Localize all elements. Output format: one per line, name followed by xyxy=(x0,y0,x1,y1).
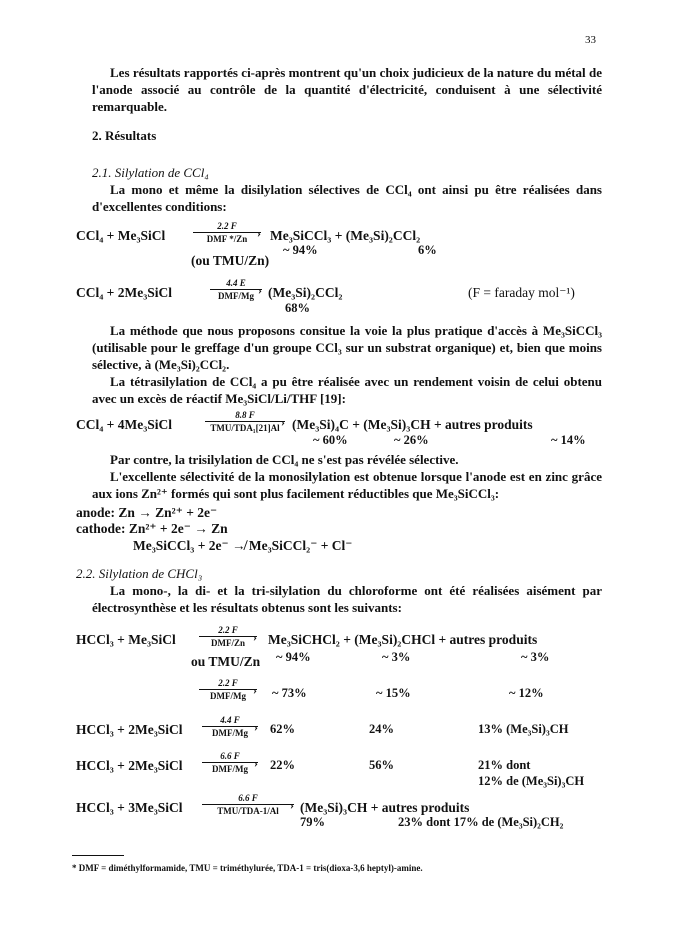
arrow-condition-top: 8.8 F xyxy=(205,410,285,422)
arrow-condition-bottom: DMF/Mg xyxy=(212,728,248,738)
yield: 24% xyxy=(369,722,394,736)
arrowhead-icon: › xyxy=(290,798,294,812)
cathode-reaction-2: Me₃SiCCl₃ + 2e⁻ ↛ Me₃SiCCl₂⁻ + Cl⁻ xyxy=(133,538,353,553)
arrow-condition-top: 4.4 E xyxy=(210,278,262,290)
equation-lhs: CCl₄ + 2Me₃SiCl xyxy=(76,285,173,300)
paragraph-ccl4-intro: La mono et même la disilylation sélectives de CCl₄ ont ainsi pu être réalisées dans d'excellentes conditions: xyxy=(92,182,602,214)
equation-rhs: (Me₃Si)₄C + (Me₃Si)₃CH + autres produits xyxy=(292,417,533,432)
page-number: 33 xyxy=(585,34,596,46)
yield: ~ 94% xyxy=(283,243,318,257)
yield: 23% dont 17% de (Me₃Si)₂CH₂ xyxy=(398,815,564,829)
arrowhead-icon: › xyxy=(253,683,257,697)
arrow-condition-bottom: DMF */Zn xyxy=(206,234,248,244)
yield: 13% (Me₃Si)₃CH xyxy=(478,722,569,736)
arrow-condition-top: 2.2 F xyxy=(193,221,261,233)
arrowhead-icon: › xyxy=(254,720,258,734)
arrowhead-icon: › xyxy=(257,226,261,240)
yield: ~ 14% xyxy=(551,433,586,447)
arrow-condition-bottom: DMF/Mg xyxy=(212,764,248,774)
subsection-title-chcl3: 2.2. Silylation de CHCl₃ xyxy=(76,566,203,581)
intro-paragraph: Les résultats rapportés ci-après montrent qu'un choix judicieux de la nature du métal de l'anode associé au contrôle de la quantité d'électricité, conduisent à une sélectivité remarquable. xyxy=(92,65,602,114)
yield: ~ 3% xyxy=(382,650,411,664)
arrowhead-icon: › xyxy=(253,630,257,644)
arrow-condition-bottom: TMU/TDA₁[21]Al xyxy=(210,423,280,433)
yield: 56% xyxy=(369,758,394,772)
arrow-condition-bottom: DMF/Mg xyxy=(210,691,246,701)
arrowhead-icon: › xyxy=(258,283,262,297)
equation-rhs: Me₃SiCHCl₂ + (Me₃Si)₂CHCl + autres produits xyxy=(268,632,538,647)
yield: ~ 60% xyxy=(313,433,348,447)
equation-lhs: HCCl₃ + 2Me₃SiCl xyxy=(76,722,183,737)
arrowhead-icon: › xyxy=(254,756,258,770)
equation-lhs: HCCl₃ + 3Me₃SiCl xyxy=(76,800,183,815)
arrow-condition-bottom: DMF/Zn xyxy=(210,638,245,648)
reaction-arrow xyxy=(205,410,285,433)
reaction-arrow xyxy=(193,221,261,244)
equation-rhs: Me₃SiCCl₃ + (Me₃Si)₂CCl₂ xyxy=(270,228,421,243)
footnote: * DMF = diméthylformamide, TMU = triméthylurée, TDA-1 = tris(dioxa-3,6 heptyl)-amine. xyxy=(72,863,423,873)
reaction-arrow xyxy=(202,751,258,774)
arrowhead-icon: › xyxy=(281,415,285,429)
cathode-reaction: cathode: Zn²⁺ + 2e⁻ → Zn xyxy=(76,521,228,536)
anode-reaction: anode: Zn → Zn²⁺ + 2e⁻ xyxy=(76,505,218,520)
yield: 21% dont xyxy=(478,758,531,772)
yield: 79% xyxy=(300,815,325,829)
arrow-condition-top: 4.4 F xyxy=(202,715,258,727)
reaction-arrow xyxy=(202,715,258,738)
arrow-condition-top: 6.6 F xyxy=(202,751,258,763)
arrow-condition-top: 2.2 F xyxy=(199,625,257,637)
reaction-arrow xyxy=(199,678,257,701)
paragraph-trisilylation: Par contre, la trisilylation de CCl₄ ne s'est pas révélée sélective. xyxy=(110,452,459,467)
paragraph-selectivity: L'excellente sélectivité de la monosilylation est obtenue lorsque l'anode est en zinc grâce aux ions Zn²⁺ formés qui sont plus facilement réductibles que Me₃SiCCl₃: xyxy=(92,469,602,501)
arrow-condition-top: 2.2 F xyxy=(199,678,257,690)
arrow-condition-bottom: TMU/TDA-1/Al xyxy=(217,806,279,816)
reaction-arrow xyxy=(199,625,257,648)
equation-rhs: (Me₃Si)₂CCl₂ xyxy=(268,285,343,300)
yield: 68% xyxy=(285,301,310,315)
faraday-note: (F = faraday mol⁻¹) xyxy=(468,285,575,300)
yield: ~ 15% xyxy=(376,686,411,700)
arrow-condition-bottom: DMF/Mg xyxy=(218,291,254,301)
paragraph-tetrasilylation: La tétrasilylation de CCl₄ a pu être réalisée avec un rendement voisin de celui obtenu avec un excès de réactif Me₃SiCl/Li/THF [19]: xyxy=(92,374,602,406)
equation-lhs: HCCl₃ + Me₃SiCl xyxy=(76,632,176,647)
yield: ~ 94% xyxy=(276,650,311,664)
footnote-rule xyxy=(72,855,124,856)
yield: 22% xyxy=(270,758,295,772)
equation-rhs: (Me₃Si)₃CH + autres produits xyxy=(300,800,470,815)
yield: ~ 73% xyxy=(272,686,307,700)
section-title: 2. Résultats xyxy=(92,128,157,143)
yield: 62% xyxy=(270,722,295,736)
yield-detail: 12% de (Me₃Si)₃CH xyxy=(478,774,585,788)
reaction-arrow xyxy=(202,793,294,816)
arrow-condition-top: 6.6 F xyxy=(202,793,294,805)
yield: ~ 26% xyxy=(394,433,429,447)
equation-lhs: CCl₄ + Me₃SiCl xyxy=(76,228,166,243)
yield: 6% xyxy=(418,243,437,257)
equation-lhs: HCCl₃ + 2Me₃SiCl xyxy=(76,758,183,773)
alternate-condition: ou TMU/Zn xyxy=(191,654,261,669)
reaction-arrow xyxy=(210,278,262,301)
equation-lhs: CCl₄ + 4Me₃SiCl xyxy=(76,417,173,432)
yield: ~ 3% xyxy=(521,650,550,664)
paragraph-chcl3-intro: La mono-, la di- et la tri-silylation du chloroforme ont été réalisées aisément par électrosynthèse et les résultats obtenus sont les suivants: xyxy=(92,583,602,615)
yield: ~ 12% xyxy=(509,686,544,700)
alternate-condition: (ou TMU/Zn) xyxy=(191,253,270,268)
subsection-title-ccl4: 2.1. Silylation de CCl₄ xyxy=(92,165,209,180)
paragraph-method: La méthode que nous proposons consitue la voie la plus pratique d'accès à Me₃SiCCl₃ (utilisable pour le greffage d'un groupe CCl₃ sur un substrat organique) et, bien que moins sélective, à (Me₃Si)₂CCl₂. xyxy=(92,323,602,372)
